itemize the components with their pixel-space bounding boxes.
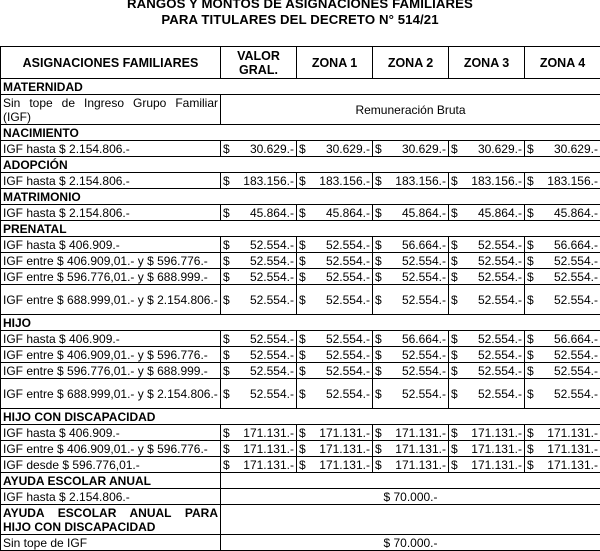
document-title-line-2: PARA TITULARES DEL DECRETO N° 514/21 <box>0 12 600 28</box>
header-zona-3: ZONA 3 <box>449 47 525 79</box>
amount: 52.554.- <box>326 270 370 284</box>
section-row <box>1 79 600 95</box>
amount: 30.629.- <box>402 142 446 156</box>
header-zona-2: ZONA 2 <box>373 47 449 79</box>
table-row <box>1 237 600 253</box>
row-value-valor-gral <box>221 363 297 379</box>
row-value-zona-3 <box>449 253 525 269</box>
row-merged-value: Remuneración Bruta <box>221 95 600 125</box>
row-value-valor-gral <box>221 253 297 269</box>
header-valor-gral <box>221 47 297 79</box>
row-value-valor-gral <box>221 269 297 285</box>
row-value-zona-1 <box>297 347 373 363</box>
amount: 52.554.- <box>554 254 598 268</box>
amount: 52.554.- <box>554 387 598 401</box>
section-title: AYUDA ESCOLAR ANUAL PARA HIJO CON DISCAPACIDAD <box>1 505 221 535</box>
amount: 183.156.- <box>319 174 370 188</box>
currency-symbol: $ <box>299 174 306 188</box>
amount: 52.554.- <box>250 348 294 362</box>
table-row <box>1 173 600 189</box>
row-value-zona-3 <box>449 331 525 347</box>
currency-symbol: $ <box>451 174 458 188</box>
currency-symbol: $ <box>299 254 306 268</box>
row-value-zona-2 <box>373 237 449 253</box>
row-value-zona-1 <box>297 173 373 189</box>
table-row <box>1 347 600 363</box>
amount: 171.131.- <box>243 458 294 472</box>
section-title: NACIMIENTO <box>1 125 600 141</box>
amount: 45.864.- <box>478 206 522 220</box>
currency-symbol: $ <box>451 348 458 362</box>
row-value-zona-2 <box>373 141 449 157</box>
amount: 52.554.- <box>478 364 522 378</box>
currency-symbol: $ <box>451 142 458 156</box>
row-value-zona-2 <box>373 457 449 473</box>
section-row <box>1 221 600 237</box>
amount: 30.629.- <box>326 142 370 156</box>
currency-symbol: $ <box>451 458 458 472</box>
row-label: Sin tope de Ingreso Grupo Familiar (IGF) <box>1 95 221 125</box>
currency-symbol: $ <box>375 238 382 252</box>
amount: 52.554.- <box>554 293 598 307</box>
amount: 52.554.- <box>402 254 446 268</box>
amount: 52.554.- <box>478 348 522 362</box>
amount: 52.554.- <box>478 270 522 284</box>
currency-symbol: $ <box>223 426 230 440</box>
section-row <box>1 315 600 331</box>
currency-symbol: $ <box>299 293 306 307</box>
row-label: IGF hasta $ 2.154.806.- <box>1 489 221 505</box>
section-title: HIJO CON DISCAPACIDAD <box>1 409 600 425</box>
currency-symbol: $ <box>299 332 306 346</box>
currency-symbol: $ <box>527 426 534 440</box>
amount: 171.131.- <box>243 426 294 440</box>
row-value-zona-2 <box>373 253 449 269</box>
currency-symbol: $ <box>223 332 230 346</box>
row-value-zona-4 <box>525 269 600 285</box>
row-value-zona-1 <box>297 237 373 253</box>
row-value-zona-2 <box>373 331 449 347</box>
row-value-zona-2 <box>373 363 449 379</box>
header-zona-4: ZONA 4 <box>525 47 600 79</box>
row-value-zona-3 <box>449 285 525 315</box>
header-valor-gral-label: VALOR GRAL. <box>237 49 280 77</box>
currency-symbol: $ <box>223 364 230 378</box>
table-row <box>1 457 600 473</box>
row-value-valor-gral <box>221 379 297 409</box>
currency-symbol: $ <box>299 387 306 401</box>
amount: 56.664.- <box>554 332 598 346</box>
row-value-zona-3 <box>449 173 525 189</box>
row-value-zona-2 <box>373 379 449 409</box>
amount: 45.864.- <box>402 206 446 220</box>
amount: 45.864.- <box>554 206 598 220</box>
amount: 171.131.- <box>319 458 370 472</box>
amount: 56.664.- <box>402 332 446 346</box>
row-value-zona-4 <box>525 205 600 221</box>
section-row <box>1 157 600 173</box>
document-title-line-1: RANGOS Y MONTOS DE ASIGNACIONES FAMILIARES <box>0 0 600 12</box>
section-row <box>1 409 600 425</box>
row-value-zona-4 <box>525 425 600 441</box>
currency-symbol: $ <box>451 426 458 440</box>
amount: 45.864.- <box>326 206 370 220</box>
row-label: IGF hasta $ 2.154.806.- <box>1 205 221 221</box>
row-value-valor-gral <box>221 331 297 347</box>
row-value-zona-3 <box>449 379 525 409</box>
amount: 183.156.- <box>471 174 522 188</box>
currency-symbol: $ <box>223 206 230 220</box>
amount: 52.554.- <box>250 254 294 268</box>
currency-symbol: $ <box>527 458 534 472</box>
currency-symbol: $ <box>375 426 382 440</box>
table-row <box>1 425 600 441</box>
currency-symbol: $ <box>375 254 382 268</box>
row-label: IGF entre $ 596.776,01.- y $ 688.999.- <box>1 363 221 379</box>
amount: 171.131.- <box>395 426 446 440</box>
currency-symbol: $ <box>451 387 458 401</box>
currency-symbol: $ <box>527 332 534 346</box>
amount: 52.554.- <box>478 387 522 401</box>
row-value-zona-2 <box>373 173 449 189</box>
currency-symbol: $ <box>527 174 534 188</box>
amount: 56.664.- <box>402 238 446 252</box>
currency-symbol: $ <box>527 442 534 456</box>
row-value-zona-1 <box>297 363 373 379</box>
amount: 52.554.- <box>326 254 370 268</box>
row-value-zona-4 <box>525 253 600 269</box>
currency-symbol: $ <box>223 387 230 401</box>
row-value-zona-4 <box>525 363 600 379</box>
amount: 52.554.- <box>478 293 522 307</box>
amount: 171.131.- <box>547 458 598 472</box>
currency-symbol: $ <box>527 387 534 401</box>
amount: 52.554.- <box>402 364 446 378</box>
row-label: IGF desde $ 596.776,01.- <box>1 457 221 473</box>
section-row <box>1 189 600 205</box>
currency-symbol: $ <box>223 442 230 456</box>
row-value-zona-4 <box>525 237 600 253</box>
row-value-zona-3 <box>449 441 525 457</box>
amount: 171.131.- <box>395 458 446 472</box>
section-title: ADOPCIÓN <box>1 157 600 173</box>
currency-symbol: $ <box>375 206 382 220</box>
currency-symbol: $ <box>223 238 230 252</box>
row-value-valor-gral <box>221 237 297 253</box>
currency-symbol: $ <box>299 348 306 362</box>
section-title: AYUDA ESCOLAR ANUAL <box>1 473 221 489</box>
section-title: MATERNIDAD <box>1 79 600 95</box>
row-value-valor-gral <box>221 285 297 315</box>
currency-symbol: $ <box>299 270 306 284</box>
table-row <box>1 535 600 551</box>
currency-symbol: $ <box>375 364 382 378</box>
currency-symbol: $ <box>527 206 534 220</box>
table-row <box>1 489 600 505</box>
row-label: IGF entre $ 406.909,01.- y $ 596.776.- <box>1 253 221 269</box>
amount: 171.131.- <box>547 426 598 440</box>
currency-symbol: $ <box>375 142 382 156</box>
currency-symbol: $ <box>223 293 230 307</box>
amount: 52.554.- <box>326 332 370 346</box>
currency-symbol: $ <box>375 458 382 472</box>
table-row <box>1 441 600 457</box>
currency-symbol: $ <box>223 142 230 156</box>
amount: 52.554.- <box>326 293 370 307</box>
header-asignaciones: ASIGNACIONES FAMILIARES <box>1 47 221 79</box>
row-value-zona-1 <box>297 457 373 473</box>
row-value-valor-gral <box>221 441 297 457</box>
row-value-valor-gral <box>221 141 297 157</box>
currency-symbol: $ <box>451 364 458 378</box>
row-value-zona-3 <box>449 425 525 441</box>
currency-symbol: $ <box>299 142 306 156</box>
row-value-zona-1 <box>297 379 373 409</box>
amount: 52.554.- <box>402 348 446 362</box>
amount: 52.554.- <box>478 238 522 252</box>
amount: 52.554.- <box>554 348 598 362</box>
currency-symbol: $ <box>451 270 458 284</box>
currency-symbol: $ <box>223 348 230 362</box>
currency-symbol: $ <box>375 348 382 362</box>
row-label: IGF entre $ 688.999,01.- y $ 2.154.806.- <box>1 379 221 409</box>
row-value-zona-2 <box>373 425 449 441</box>
row-value-zona-2 <box>373 285 449 315</box>
currency-symbol: $ <box>299 426 306 440</box>
row-label: IGF entre $ 596.776,01.- y $ 688.999.- <box>1 269 221 285</box>
row-value-valor-gral <box>221 173 297 189</box>
row-label: IGF hasta $ 406.909.- <box>1 331 221 347</box>
row-value-zona-1 <box>297 331 373 347</box>
amount: 52.554.- <box>326 348 370 362</box>
currency-symbol: $ <box>451 293 458 307</box>
currency-symbol: $ <box>299 206 306 220</box>
row-label: IGF hasta $ 406.909.- <box>1 425 221 441</box>
row-value-valor-gral <box>221 457 297 473</box>
amount: 171.131.- <box>471 426 522 440</box>
row-merged-value: $ 70.000.- <box>221 535 600 551</box>
row-value-zona-3 <box>449 141 525 157</box>
amount: 30.629.- <box>250 142 294 156</box>
row-value-zona-1 <box>297 141 373 157</box>
row-value-valor-gral <box>221 425 297 441</box>
section-title: MATRIMONIO <box>1 189 600 205</box>
row-value-zona-3 <box>449 269 525 285</box>
currency-symbol: $ <box>527 270 534 284</box>
row-value-zona-4 <box>525 457 600 473</box>
row-value-valor-gral <box>221 347 297 363</box>
table-body <box>1 79 600 551</box>
row-value-zona-4 <box>525 347 600 363</box>
section-row <box>1 473 600 489</box>
currency-symbol: $ <box>451 442 458 456</box>
row-label: IGF entre $ 406.909,01.- y $ 596.776.- <box>1 441 221 457</box>
currency-symbol: $ <box>375 270 382 284</box>
amount: 52.554.- <box>478 254 522 268</box>
row-value-zona-4 <box>525 331 600 347</box>
amount: 52.554.- <box>250 238 294 252</box>
row-label: IGF entre $ 688.999,01.- y $ 2.154.806.- <box>1 285 221 315</box>
table-row <box>1 253 600 269</box>
amount: 52.554.- <box>250 332 294 346</box>
amount: 52.554.- <box>326 364 370 378</box>
row-label: IGF hasta $ 2.154.806.- <box>1 141 221 157</box>
amount: 56.664.- <box>554 238 598 252</box>
amount: 171.131.- <box>319 426 370 440</box>
amount: 30.629.- <box>554 142 598 156</box>
section-title: PRENATAL <box>1 221 600 237</box>
amount: 171.131.- <box>395 442 446 456</box>
section-row <box>1 125 600 141</box>
row-value-zona-1 <box>297 205 373 221</box>
currency-symbol: $ <box>375 174 382 188</box>
row-value-valor-gral <box>221 205 297 221</box>
row-value-zona-1 <box>297 425 373 441</box>
currency-symbol: $ <box>451 332 458 346</box>
amount: 52.554.- <box>326 238 370 252</box>
row-label: IGF hasta $ 2.154.806.- <box>1 173 221 189</box>
currency-symbol: $ <box>527 293 534 307</box>
row-value-zona-4 <box>525 441 600 457</box>
amount: 171.131.- <box>243 442 294 456</box>
currency-symbol: $ <box>451 238 458 252</box>
asignaciones-table <box>0 46 600 551</box>
row-value-zona-3 <box>449 457 525 473</box>
currency-symbol: $ <box>223 270 230 284</box>
currency-symbol: $ <box>299 442 306 456</box>
currency-symbol: $ <box>451 254 458 268</box>
amount: 52.554.- <box>250 387 294 401</box>
row-value-zona-4 <box>525 141 600 157</box>
row-value-zona-4 <box>525 379 600 409</box>
row-value-zona-3 <box>449 237 525 253</box>
table-row <box>1 269 600 285</box>
amount: 52.554.- <box>402 293 446 307</box>
table-row <box>1 331 600 347</box>
row-label: Sin tope de IGF <box>1 535 221 551</box>
table-header <box>1 47 600 79</box>
section-row <box>1 505 600 535</box>
row-label: IGF hasta $ 406.909.- <box>1 237 221 253</box>
amount: 52.554.- <box>402 387 446 401</box>
amount: 52.554.- <box>326 387 370 401</box>
section-filler <box>221 473 600 489</box>
currency-symbol: $ <box>223 174 230 188</box>
amount: 45.864.- <box>250 206 294 220</box>
amount: 52.554.- <box>402 270 446 284</box>
amount: 183.156.- <box>547 174 598 188</box>
table-row <box>1 141 600 157</box>
section-title: HIJO <box>1 315 600 331</box>
currency-symbol: $ <box>375 332 382 346</box>
table-row <box>1 285 600 315</box>
table-row <box>1 205 600 221</box>
currency-symbol: $ <box>375 293 382 307</box>
table-row <box>1 363 600 379</box>
amount: 171.131.- <box>547 442 598 456</box>
currency-symbol: $ <box>451 206 458 220</box>
row-label: IGF entre $ 406.909,01.- y $ 596.776.- <box>1 347 221 363</box>
row-value-zona-2 <box>373 205 449 221</box>
currency-symbol: $ <box>527 348 534 362</box>
currency-symbol: $ <box>375 387 382 401</box>
amount: 183.156.- <box>243 174 294 188</box>
row-value-zona-3 <box>449 363 525 379</box>
table-row <box>1 95 600 125</box>
currency-symbol: $ <box>299 458 306 472</box>
currency-symbol: $ <box>299 364 306 378</box>
row-value-zona-4 <box>525 285 600 315</box>
currency-symbol: $ <box>527 254 534 268</box>
table-row <box>1 379 600 409</box>
row-value-zona-2 <box>373 441 449 457</box>
amount: 171.131.- <box>471 442 522 456</box>
row-value-zona-1 <box>297 253 373 269</box>
section-filler <box>221 505 600 535</box>
amount: 52.554.- <box>250 293 294 307</box>
row-value-zona-2 <box>373 269 449 285</box>
amount: 30.629.- <box>478 142 522 156</box>
header-zona-1: ZONA 1 <box>297 47 373 79</box>
row-value-zona-2 <box>373 347 449 363</box>
amount: 52.554.- <box>554 270 598 284</box>
row-value-zona-1 <box>297 441 373 457</box>
amount: 183.156.- <box>395 174 446 188</box>
amount: 171.131.- <box>471 458 522 472</box>
currency-symbol: $ <box>223 458 230 472</box>
amount: 52.554.- <box>478 332 522 346</box>
currency-symbol: $ <box>223 254 230 268</box>
amount: 171.131.- <box>319 442 370 456</box>
currency-symbol: $ <box>527 142 534 156</box>
row-value-zona-1 <box>297 269 373 285</box>
row-value-zona-3 <box>449 205 525 221</box>
amount: 52.554.- <box>250 270 294 284</box>
row-value-zona-3 <box>449 347 525 363</box>
currency-symbol: $ <box>527 238 534 252</box>
currency-symbol: $ <box>375 442 382 456</box>
currency-symbol: $ <box>527 364 534 378</box>
currency-symbol: $ <box>299 238 306 252</box>
row-merged-value: $ 70.000.- <box>221 489 600 505</box>
amount: 52.554.- <box>250 364 294 378</box>
row-value-zona-1 <box>297 285 373 315</box>
row-value-zona-4 <box>525 173 600 189</box>
amount: 52.554.- <box>554 364 598 378</box>
